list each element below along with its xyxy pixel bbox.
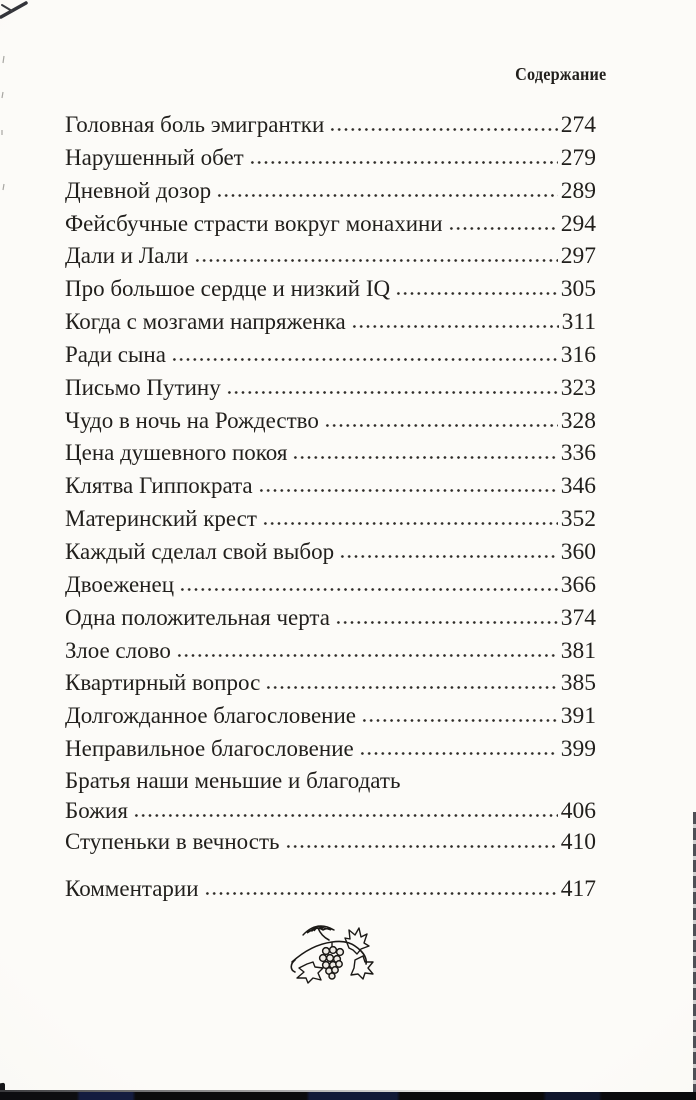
toc-title: Ради сына: [65, 341, 166, 367]
toc-title: Материнский крест: [65, 506, 257, 532]
toc-title: Цена душевного покоя: [65, 440, 288, 466]
toc-dot-leader: [335, 620, 558, 625]
toc-row: [65, 208, 596, 241]
toc-dot-leader: [395, 291, 558, 296]
page-title: Содержание: [514, 64, 606, 84]
toc-row: [65, 733, 596, 766]
toc-page-number: 305: [560, 276, 596, 303]
toc-title: Клятва Гиппократа: [65, 473, 253, 499]
toc-page-number: 323: [560, 374, 596, 401]
toc-dot-leader: [351, 324, 559, 329]
toc-dot-leader: [216, 193, 558, 198]
toc-title: Головная боль эмигрантки: [65, 112, 325, 137]
toc-title: Братья наши меньшие и благодать: [65, 767, 401, 793]
toc-title: Ступеньки в вечность: [65, 828, 280, 854]
toc-dot-leader: [249, 160, 558, 165]
scan-bottom-edge: [0, 1092, 696, 1100]
toc-dot-leader: [204, 891, 558, 896]
toc-page-number: 417: [560, 875, 596, 902]
toc-dot-leader: [176, 653, 558, 658]
toc-title: Двоеженец: [65, 571, 175, 597]
toc-dot-leader: [133, 813, 558, 818]
toc-row: [65, 175, 596, 208]
toc-dot-leader: [329, 127, 557, 132]
toc-row: [65, 826, 596, 859]
toc-row: [65, 569, 596, 602]
toc-page-number: 294: [560, 210, 596, 237]
toc-title: Неправильное благословение: [65, 736, 354, 762]
toc-page-number: 297: [560, 243, 596, 270]
toc-dot-leader: [285, 844, 558, 849]
toc-dot-leader: [359, 751, 558, 756]
toc-page-number: 289: [560, 177, 596, 204]
toc-page-number: 311: [561, 309, 596, 336]
toc-page-number: 381: [560, 637, 596, 664]
toc-row: [65, 405, 596, 438]
toc-dot-leader: [292, 455, 557, 460]
toc-dot-leader: [171, 357, 558, 362]
toc-title-continuation: Божия: [65, 797, 128, 823]
toc-dot-leader: [339, 554, 558, 559]
toc-page-number: 336: [560, 440, 596, 467]
toc-row: [65, 667, 596, 700]
toc-dot-leader: [265, 685, 557, 690]
toc-title: Когда с мозгами напряженка: [65, 309, 346, 335]
toc-dot-leader: [324, 423, 558, 428]
toc-title: Дневной дозор: [65, 177, 212, 203]
toc-page-number: 374: [560, 604, 596, 631]
toc-title: Долгожданное благословение: [65, 703, 357, 729]
toc-row: [65, 536, 596, 569]
toc-title: Письмо Путину: [65, 374, 221, 400]
toc-page-number: 391: [560, 703, 596, 730]
toc-title: Чудо в ночь на Рождество: [65, 407, 319, 433]
toc-page-number: 366: [560, 571, 596, 598]
toc-page-number: 346: [560, 473, 596, 500]
toc-row: [65, 700, 596, 733]
toc-dot-leader: [226, 390, 558, 395]
toc-page-number: 385: [560, 670, 596, 697]
toc-title: Злое слово: [65, 637, 171, 663]
toc-row: [65, 240, 596, 273]
toc-page-number: 406: [560, 797, 596, 824]
toc-dot-leader: [194, 258, 558, 263]
toc-page-number: 360: [560, 538, 596, 565]
toc-row: [65, 470, 596, 503]
toc-dot-leader: [258, 488, 558, 493]
toc-row: [65, 273, 596, 306]
toc-row: [65, 873, 596, 906]
toc-gap: [65, 859, 596, 873]
toc-row: [65, 635, 596, 668]
scan-corner-mark: [0, 0, 40, 200]
toc-row: [65, 306, 596, 339]
toc-dot-leader: [361, 718, 558, 723]
grapevine-ornament-icon: [287, 920, 375, 984]
toc-row: [65, 602, 596, 635]
toc-title: Про большое сердце и низкий IQ: [65, 276, 391, 302]
toc-page-number: 399: [560, 736, 596, 763]
toc-row: [65, 142, 596, 175]
toc-row: [65, 437, 596, 470]
toc-list: [65, 109, 596, 906]
toc-title: Квартирный вопрос: [65, 670, 261, 696]
toc-title: Одна положительная черта: [65, 604, 330, 630]
toc-row: [65, 109, 596, 142]
toc-title: Комментарии: [65, 875, 199, 901]
toc-page-number: 316: [560, 341, 596, 368]
toc-row: [65, 766, 596, 796]
toc-page-number: 279: [560, 144, 596, 171]
toc-page-number: 328: [560, 407, 596, 434]
toc-dot-leader: [179, 587, 558, 592]
toc-dot-leader: [262, 521, 558, 526]
toc-row: [65, 503, 596, 536]
toc-page-number: 274: [560, 112, 596, 138]
toc-title: Дали и Лали: [65, 243, 189, 269]
toc-row: [65, 796, 596, 826]
toc-title: Каждый сделал свой выбор: [65, 538, 335, 564]
toc-row: [65, 339, 596, 372]
toc-page-number: 352: [560, 506, 596, 533]
toc-row: [65, 372, 596, 405]
toc-dot-leader: [448, 226, 558, 231]
toc-page-number: 410: [560, 828, 596, 855]
toc-title: Фейсбучные страсти вокруг монахини: [65, 210, 443, 236]
toc-title: Нарушенный обет: [65, 144, 244, 170]
